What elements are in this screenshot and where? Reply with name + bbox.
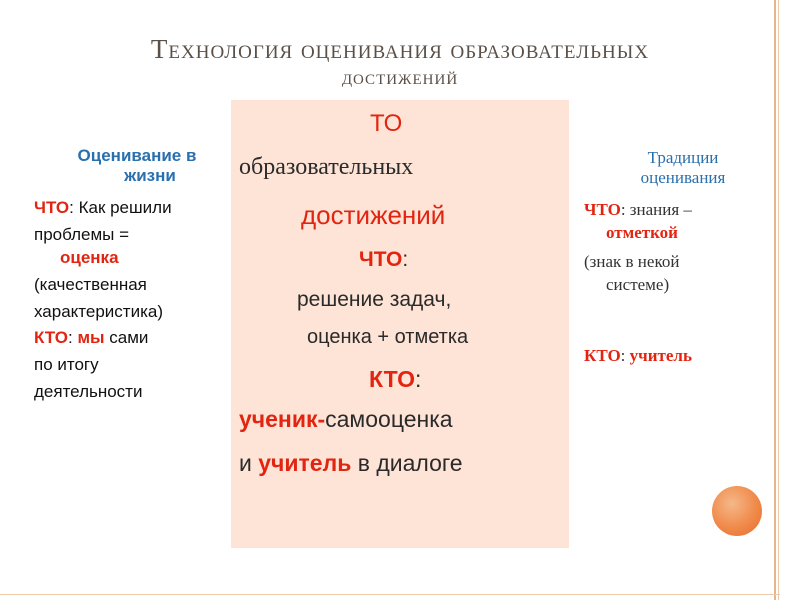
right-heading-line-2: оценивания [640,168,726,188]
left-line-2: проблемы = [34,224,130,244]
frame-line-bottom [0,594,780,595]
right-heading-line-1: Традиции [647,148,719,167]
center-student-red: ученик- [239,406,326,432]
center-what-line [359,248,408,272]
left-line-8: деятельности [34,382,143,402]
right-mark: отметкой [606,222,678,242]
left-line-7: по итогу [34,355,99,375]
right-what-text: : знания – [620,199,692,219]
left-column [34,146,224,404]
frame-line-right-outer [778,0,779,600]
center-panel [231,100,569,548]
left-heading [34,146,224,187]
center-line-5: решение задач, [297,288,452,311]
center-what-colon: : [402,248,409,271]
right-who-line [584,345,764,368]
right-what-label: ЧТО [584,199,621,219]
left-who-line [34,327,224,350]
center-who-line [369,366,421,393]
left-line-3: оценка [60,247,119,267]
center-who-colon: : [414,366,422,392]
right-line-4: системе) [606,274,670,294]
frame-line-right [774,0,776,600]
right-who-sep: : [620,345,630,365]
center-dialog: в диалоге [351,450,463,476]
center-line-6: оценка + отметка [307,326,469,348]
right-what-line [584,199,764,222]
left-who-label: КТО [34,328,68,348]
center-line-2: образовательных [239,154,414,180]
center-and: и [239,450,259,476]
right-who-label: КТО [584,345,621,365]
center-line-3: достижений [301,200,446,230]
left-what-line [34,197,224,220]
right-who-red: учитель [629,345,692,365]
left-who-rest: сами [104,328,149,348]
left-heading-line-2: жизни [124,166,176,186]
center-teacher-red: учитель [258,450,352,476]
left-who-red: мы [77,328,105,348]
decorative-circle [712,486,762,536]
title-line-2: достижений [341,65,459,90]
center-student-rest: самооценка [325,406,453,432]
center-student-line [239,406,453,433]
left-who-sep: : [67,328,78,348]
center-who-label: КТО [369,366,415,392]
right-heading [584,148,764,189]
title-line-1: Технология оценивания образовательных [150,34,650,64]
center-teacher-line [239,450,463,477]
slide-title [40,34,760,89]
left-what-label: ЧТО [34,197,70,217]
center-line-1: ТО [370,110,403,137]
left-heading-line-1: Оценивание в [77,146,197,165]
right-column [584,148,764,367]
left-line-5: характеристика) [34,301,164,321]
right-line-3: (знак в некой [584,251,680,271]
left-what-text: : Как решили [69,197,172,217]
center-what-label: ЧТО [359,248,403,271]
left-line-4: (качественная [34,274,147,294]
